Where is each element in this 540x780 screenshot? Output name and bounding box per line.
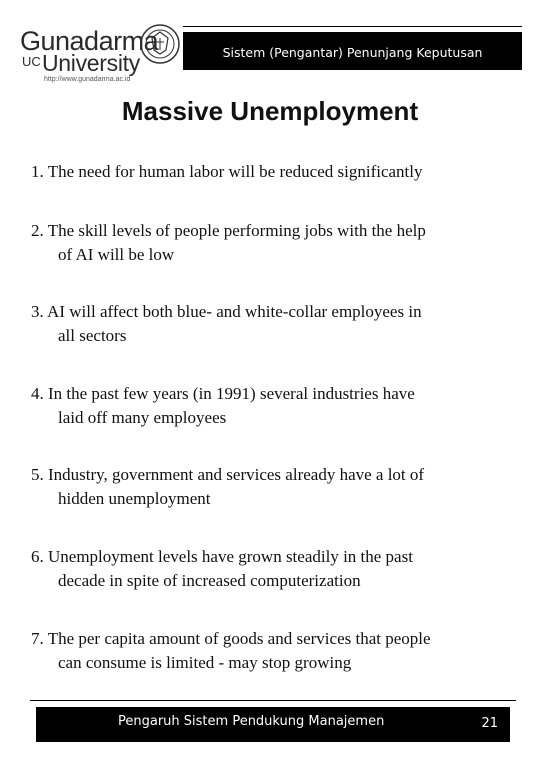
list-item-line1: 5. Industry, government and services already have a lot of: [31, 465, 425, 484]
logo-wordmark-gunadarma: Gunadarma: [20, 26, 159, 56]
list-item-line2: all sectors: [58, 326, 127, 345]
header-divider: [183, 26, 522, 27]
list-item-line1: 6. Unemployment levels have grown steadily in the past: [31, 547, 413, 566]
list-item-line1: 3. AI will affect both blue- and white-collar employees in: [31, 302, 422, 321]
footer-divider: [30, 700, 516, 701]
university-seal-icon: [140, 22, 180, 66]
list-item-line2: decade in spite of increased computerization: [58, 571, 361, 590]
list-item-line1: 4. In the past few years (in 1991) several industries have: [31, 384, 415, 403]
list-item: [31, 300, 511, 348]
list-item: [31, 463, 511, 511]
list-item-line2: can consume is limited - may stop growing: [58, 653, 352, 672]
header-bar: [183, 32, 522, 70]
header-course-title: Sistem (Pengantar) Penunjang Keputusan: [222, 44, 483, 60]
logo-wordmark-university: University: [42, 50, 140, 76]
list-item: [31, 545, 511, 593]
list-item-line2: laid off many employees: [58, 408, 227, 427]
logo-url: http://www.gunadarma.ac.id: [44, 76, 131, 83]
list-item: [31, 627, 511, 675]
list-item-line2: of AI will be low: [58, 245, 175, 264]
list-item-line1: 7. The per capita amount of goods and services that people: [31, 629, 431, 648]
footer-course-name: Pengaruh Sistem Pendukung Manajemen: [118, 714, 385, 729]
list-item: [31, 382, 511, 430]
logo-uc-mark: UC: [22, 54, 41, 69]
list-item-line1: 2. The skill levels of people performing jobs with the help: [31, 221, 426, 240]
slide-title: Massive Unemployment: [121, 96, 419, 126]
list-item: [31, 219, 511, 267]
list-item-line1: 1. The need for human labor will be reduced significantly: [31, 162, 423, 181]
list-item: [31, 160, 511, 184]
footer-bar: [36, 707, 510, 742]
page-number: 21: [481, 716, 498, 731]
list-item-line2: hidden unemployment: [58, 489, 211, 508]
